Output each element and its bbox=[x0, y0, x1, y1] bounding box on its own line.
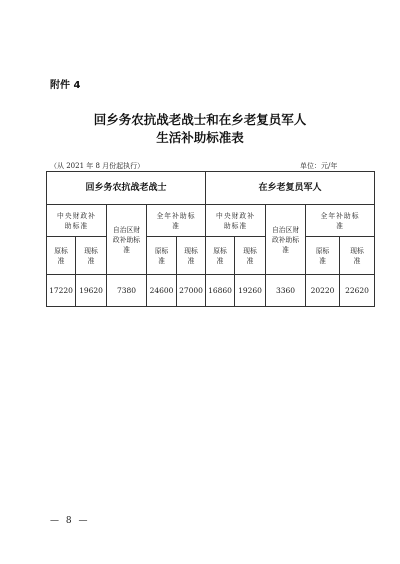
group-header-demobilized-soldiers: 在乡老复员军人 bbox=[206, 172, 375, 205]
table-cell: 17220 bbox=[47, 275, 76, 307]
table-cell: 3360 bbox=[266, 275, 306, 307]
header-current-standard: 现标准 bbox=[235, 237, 266, 275]
group-header-anti-war-veterans: 回乡务农抗战老战士 bbox=[47, 172, 206, 205]
header-original-standard: 原标准 bbox=[306, 237, 340, 275]
document-title-line-2: 生活补助标准表 bbox=[156, 130, 244, 145]
table-cell: 24600 bbox=[147, 275, 177, 307]
effective-date-note: （从 2021 年 8 月份起执行） bbox=[50, 162, 145, 170]
table-cell: 27000 bbox=[177, 275, 206, 307]
header-regional-subsidy: 自治区财政补助标准 bbox=[107, 205, 147, 275]
subsidy-standard-table bbox=[46, 171, 375, 307]
header-regional-subsidy: 自治区财政补助标准 bbox=[266, 205, 306, 275]
table-cell: 20220 bbox=[306, 275, 340, 307]
header-annual-total: 全年补助标准 bbox=[147, 205, 206, 237]
page-number: — 8 — bbox=[50, 516, 90, 526]
header-current-standard: 现标准 bbox=[177, 237, 206, 275]
unit-note: 单位：元/年 bbox=[300, 162, 338, 170]
annex-label: 附件 4 bbox=[50, 80, 81, 91]
table-cell: 19260 bbox=[235, 275, 266, 307]
header-original-standard: 原标准 bbox=[206, 237, 235, 275]
document-title-line-1: 回乡务农抗战老战士和在乡老复员军人 bbox=[93, 112, 307, 127]
header-central-subsidy: 中央财政补助标准 bbox=[47, 205, 107, 237]
table-cell: 7380 bbox=[107, 275, 147, 307]
header-current-standard: 现标准 bbox=[76, 237, 107, 275]
header-central-subsidy: 中央财政补助标准 bbox=[206, 205, 266, 237]
header-current-standard: 现标准 bbox=[340, 237, 375, 275]
table-cell: 22620 bbox=[340, 275, 375, 307]
header-annual-total: 全年补助标准 bbox=[306, 205, 375, 237]
table-cell: 16860 bbox=[206, 275, 235, 307]
table-cell: 19620 bbox=[76, 275, 107, 307]
header-original-standard: 原标准 bbox=[47, 237, 76, 275]
table-row bbox=[47, 275, 375, 307]
header-original-standard: 原标准 bbox=[147, 237, 177, 275]
